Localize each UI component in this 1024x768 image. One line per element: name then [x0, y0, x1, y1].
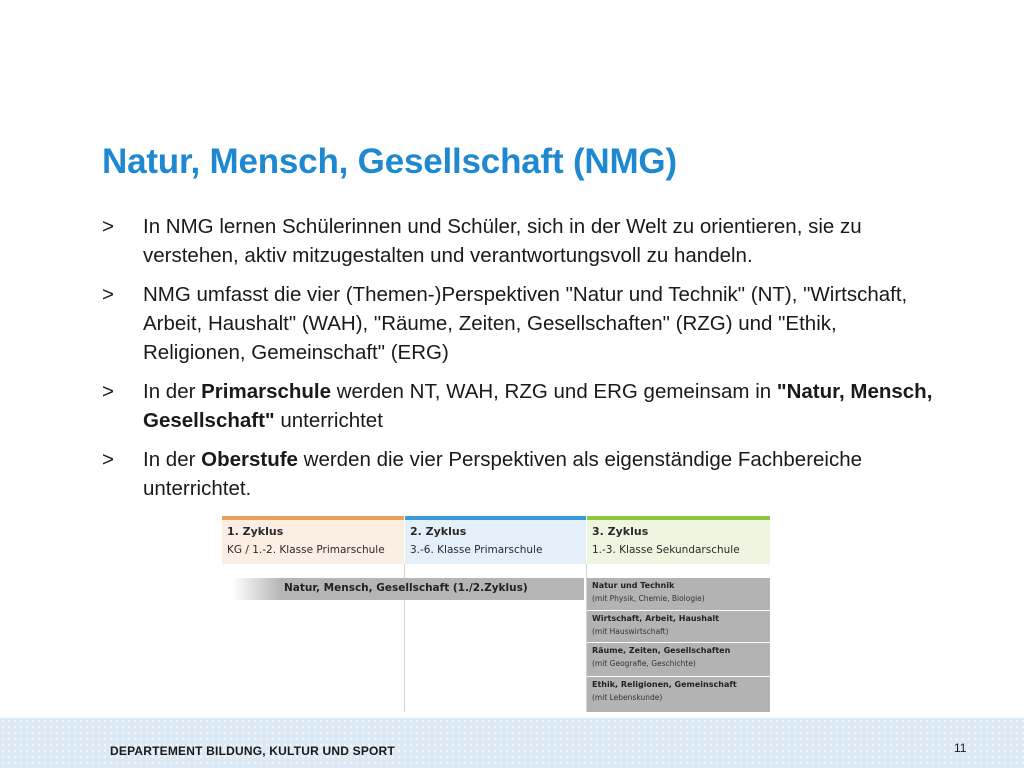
bullet-item [102, 280, 942, 367]
cycle-header-bg [222, 516, 404, 564]
cycle-column-2 [405, 516, 586, 712]
bullet-item [102, 445, 942, 503]
bullet-bold-text: "Natur, Mensch, Gesellschaft" [143, 380, 933, 432]
perspective-name: Ethik, Religionen, Gemeinschaft [592, 680, 737, 689]
cycle-subtitle: 1.-3. Klasse Sekundarschule [592, 544, 740, 556]
cycle-color-bar [587, 516, 770, 520]
bullet-item [102, 212, 942, 270]
bullet-marker: > [102, 380, 114, 403]
perspective-item [587, 578, 770, 610]
bullet-text [143, 380, 932, 432]
bullet-text [143, 448, 862, 500]
bullet-marker: > [102, 448, 114, 471]
perspectives-box [587, 578, 770, 712]
slide-footer [0, 718, 1024, 768]
perspective-subjects: (mit Physik, Chemie, Biologie) [592, 594, 705, 603]
perspective-item [587, 610, 770, 642]
perspective-name: Räume, Zeiten, Gesellschaften [592, 646, 731, 655]
perspective-name: Wirtschaft, Arbeit, Haushalt [592, 614, 719, 623]
cycle-header-bg [587, 516, 770, 564]
bullet-run: werden die vier Perspektiven als eigenständige Fachbereiche unterrichtet. [143, 448, 863, 500]
cycle-title: 2. Zyklus [410, 525, 467, 538]
slide-title: Natur, Mensch, Gesellschaft (NMG) [102, 142, 677, 181]
perspective-item [587, 676, 770, 708]
cycle-title: 1. Zyklus [227, 525, 284, 538]
cycle-subtitle: 3.-6. Klasse Primarschule [410, 544, 543, 556]
bullet-run: In der [143, 380, 202, 403]
bullet-run: In NMG lernen Schülerinnen und Schüler, sich in der Welt zu orientieren, sie zu verstehen, aktiv mitzugestalten und verantwortungsvoll zu handeln. [143, 215, 862, 267]
bullet-marker: > [102, 283, 114, 306]
bullet-text [143, 283, 907, 364]
cycle-color-bar [222, 516, 404, 520]
bullet-run: unterrichtet [274, 409, 383, 432]
nmg-subject-bar [232, 578, 584, 600]
bullet-item [102, 377, 942, 435]
perspective-item [587, 642, 770, 674]
bullet-marker: > [102, 215, 114, 238]
perspective-subjects: (mit Hauswirtschaft) [592, 627, 669, 636]
bullet-bold-text: Oberstufe [201, 448, 298, 471]
page-number: 11 [954, 741, 967, 755]
cycle-column-1 [222, 516, 404, 712]
bullet-run: NMG umfasst die vier (Themen-)Perspektiven "Natur und Technik" (NT), "Wirtschaft, Arbeit, Haushalt" (WAH), "Räume, Zeiten, Gesellschaften" (RZG) und "Ethik, Religionen, Gemeinschaft" (ERG) [143, 283, 908, 364]
bullet-bold-text: Primarschule [201, 380, 332, 403]
perspective-name: Natur und Technik [592, 581, 675, 590]
cycle-figure [222, 516, 770, 712]
perspective-subjects: (mit Geografie, Geschichte) [592, 659, 696, 668]
nmg-subject-label: Natur, Mensch, Gesellschaft (1./2.Zyklus) [284, 582, 528, 594]
bullet-text [143, 215, 862, 267]
bullet-run: In der [143, 448, 202, 471]
perspective-subjects: (mit Lebenskunde) [592, 693, 663, 702]
cycle-subtitle: KG / 1.-2. Klasse Primarschule [227, 544, 385, 556]
footer-department: DEPARTEMENT BILDUNG, KULTUR UND SPORT [110, 744, 395, 758]
cycle-title: 3. Zyklus [592, 525, 649, 538]
bullet-run: werden NT, WAH, RZG und ERG gemeinsam in [331, 380, 777, 403]
cycle-color-bar [405, 516, 586, 520]
bullet-list [102, 212, 942, 513]
cycle-header-bg [405, 516, 586, 564]
